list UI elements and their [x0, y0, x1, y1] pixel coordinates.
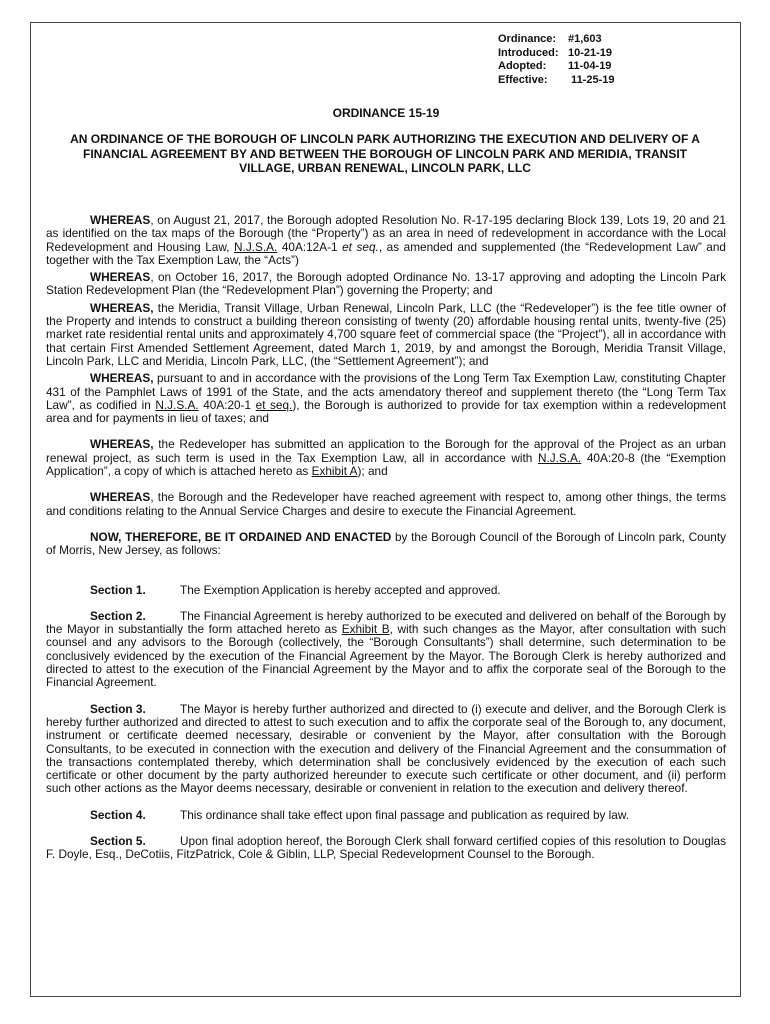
- whereas-keyword: WHEREAS: [90, 213, 151, 227]
- section-5: [46, 835, 726, 862]
- whereas-keyword: WHEREAS,: [90, 300, 154, 315]
- whereas-paragraph-5: [46, 438, 726, 478]
- meta-ordinance-value: #1,603: [568, 33, 602, 45]
- w2-text: , on October 16, 2017, the Borough adopted Ordinance No. 13-17 approving and adopting the Lincoln Park Station Redevelopment Plan (the “Redevelopment Plan”) governing the Property; and: [46, 270, 726, 298]
- whereas-keyword: WHEREAS: [90, 490, 151, 505]
- meta-effective-row: [498, 74, 614, 88]
- w5-exhibit-a: Exhibit A: [311, 464, 358, 479]
- whereas-paragraph-6: [46, 491, 726, 518]
- whereas-paragraph-1: [46, 214, 726, 267]
- w4-text-a: pursuant to and in accordance with the provisions of the Long Term Tax Exemption Law, constituting Chapter 431 of the Pamphlet Laws of 1991 of the State, and the acts amendatory thereof and supplement thereto (the “Long Term Tax Law”, as codified in: [46, 371, 726, 412]
- w4-text-c: ), the Borough is authorized to provide for tax exemption within a redevelopment area and for payments in lieu of taxes; and: [46, 397, 727, 426]
- w4-njsa: N.J.S.A.: [155, 397, 199, 412]
- meta-introduced-label: Introduced:: [498, 46, 559, 59]
- w5-text-c: ); and: [357, 464, 388, 479]
- section-2: [46, 610, 726, 690]
- w3-text: the Meridia, Transit Village, Urban Renewal, Lincoln Park, LLC (the “Redeveloper”) is the fee title owner of the Property and intends to construct a building thereon consisting of twenty (20) affordable housing rental units, twenty-five (25) market rate residential rental units and approximately 4,700 square feet of commercial space (the “Project”), all in accordance with that certain First Amended Settlement Agreement, dated March 1, 2019, by and amongst the Borough, Meridia Transit Village, Lincoln Park, LLC and Meridia, Lincoln Park, LLC, (the “Settlement Agreement”); and: [46, 300, 726, 368]
- document-subtitle: AN ORDINANCE OF THE BOROUGH OF LINCOLN PARK AUTHORIZING THE EXECUTION AND DELIVERY OF A FINANCIAL AGREEMENT BY AND BETWEEN THE BOROUGH OF LINCOLN PARK AND MERIDIA, TRANSIT VILLAGE, URBAN RENEWAL, LINCOLN PARK, LLC: [70, 132, 700, 175]
- w6-text: , the Borough and the Redeveloper have reached agreement with respect to, among other things, the terms and conditions relating to the Annual Service Charges and desire to execute the Financial Agreement.: [46, 490, 726, 518]
- section-3-text: The Mayor is hereby further authorized and directed to (i) execute and deliver, and the Borough Clerk is hereby further authorized and directed to attest to such execution and to affix the corporate seal of the Borough to, any document, instrument or certificate deemed necessary, desirable or convenient by the Mayor, after consultation with the Borough Consultants, to be executed in connection with the execution and delivery of the Financial Agreement and the consummation of the transactions contemplated thereby, which determination shall be conclusively evidenced by the execution of each such certificate or other document by the party authorized hereunder to execute such certificate or other document, and (ii) perform such other actions as the Mayor deems necessary, desirable or convenient in relation to the execution and delivery thereof.: [46, 701, 726, 796]
- meta-adopted-label: Adopted:: [498, 60, 547, 72]
- section-4: [46, 809, 726, 822]
- w4-text-b: 40A:20-1: [198, 397, 256, 412]
- meta-adopted-row: [498, 60, 614, 74]
- section-4-label: Section 4.: [90, 807, 146, 822]
- section-1-label: Section 1.: [90, 582, 146, 597]
- section-2-exhibit-b: Exhibit B: [341, 622, 390, 637]
- section-4-text: This ordinance shall take effect upon final passage and publication as required by law.: [180, 807, 630, 822]
- w1-text-a: , on August 21, 2017, the Borough adopted Resolution No. R-17-195 declaring Block 139, Lots 19, 20 and 21 as identified on the tax maps of the Borough (the “Property”) as an area in need of redevelopment in accordance with the Local Redevelopment and Housing Law,: [46, 213, 726, 254]
- w5-njsa: N.J.S.A.: [537, 450, 582, 465]
- meta-introduced-value: 10-21-19: [568, 46, 613, 59]
- document-title: ORDINANCE 15-19: [332, 106, 440, 120]
- now-therefore-keyword: NOW, THEREFORE, BE IT ORDAINED AND ENACTED: [90, 529, 392, 544]
- document-body: [46, 214, 726, 862]
- whereas-keyword: WHEREAS,: [90, 371, 154, 386]
- whereas-keyword: WHEREAS,: [90, 437, 154, 452]
- section-3-label: Section 3.: [90, 701, 146, 716]
- now-therefore-text: by the Borough Council of the Borough of Lincoln park, County of Morris, New Jersey, as follows:: [46, 529, 726, 558]
- section-5-label: Section 5.: [90, 833, 146, 848]
- section-2-label: Section 2.: [90, 608, 146, 623]
- section-2-text-a: The Financial Agreement is hereby authorized to be executed and delivered on behalf of the Borough by the Mayor in substantially the form attached hereto as: [46, 608, 726, 637]
- section-1: [46, 584, 726, 597]
- w5-text-b: 40A:20-8 (the “Exemption Application”, a copy of which is attached hereto as: [46, 450, 726, 479]
- section-3: [46, 703, 726, 796]
- w1-njsa: N.J.S.A.: [234, 239, 278, 254]
- meta-adopted-value: 11-04-19: [568, 60, 612, 72]
- whereas-paragraph-4: [46, 372, 726, 425]
- meta-introduced-row: [498, 47, 614, 61]
- meta-ordinance-label: Ordinance:: [498, 33, 557, 45]
- ordinance-metadata: [498, 33, 614, 87]
- section-1-text: The Exemption Application is hereby accepted and approved.: [180, 582, 501, 597]
- whereas-keyword: WHEREAS: [90, 270, 151, 285]
- section-2-text-b: , with such changes as the Mayor, after consultation with such counsel and any advisors to the Borough (collectively, the “Borough Consultants”) shall determine, such determination to be conclusively evidenced by the execution of the Financial Agreement by the Mayor. The Borough Clerk is hereby authorized and directed to attest to the execution of the Financial Agreement by the Mayor and to affix the corporate seal of the Borough to the Financial Agreement.: [46, 622, 726, 690]
- section-5-text: Upon final adoption hereof, the Borough Clerk shall forward certified copies of this resolution to Douglas F. Doyle, Esq., DeCotiis, FitzPatrick, Cole & Giblin, LLP, Special Redevelopment Counsel to the Borough.: [46, 833, 726, 862]
- w1-text-c: , as amended and supplemented (the “Redevelopment Law” and together with the Tax Exemption Law, the “Acts”): [46, 239, 726, 267]
- meta-effective-value: 11-25-19: [568, 73, 615, 86]
- w1-etseq: et seq.: [342, 239, 379, 254]
- meta-effective-label: Effective:: [498, 73, 548, 86]
- whereas-paragraph-3: [46, 302, 726, 368]
- now-therefore-paragraph: [46, 531, 726, 558]
- w5-text-a: the Redeveloper has submitted an application to the Borough for the approval of the Project as an urban renewal project, as such term is used in the Tax Exemption Law, all in accordance with: [46, 437, 726, 465]
- w1-text-b: 40A:12A-1: [277, 239, 343, 254]
- w4-etseq: et seq.: [255, 397, 293, 412]
- meta-ordinance-row: [498, 33, 614, 47]
- whereas-paragraph-2: [46, 271, 726, 298]
